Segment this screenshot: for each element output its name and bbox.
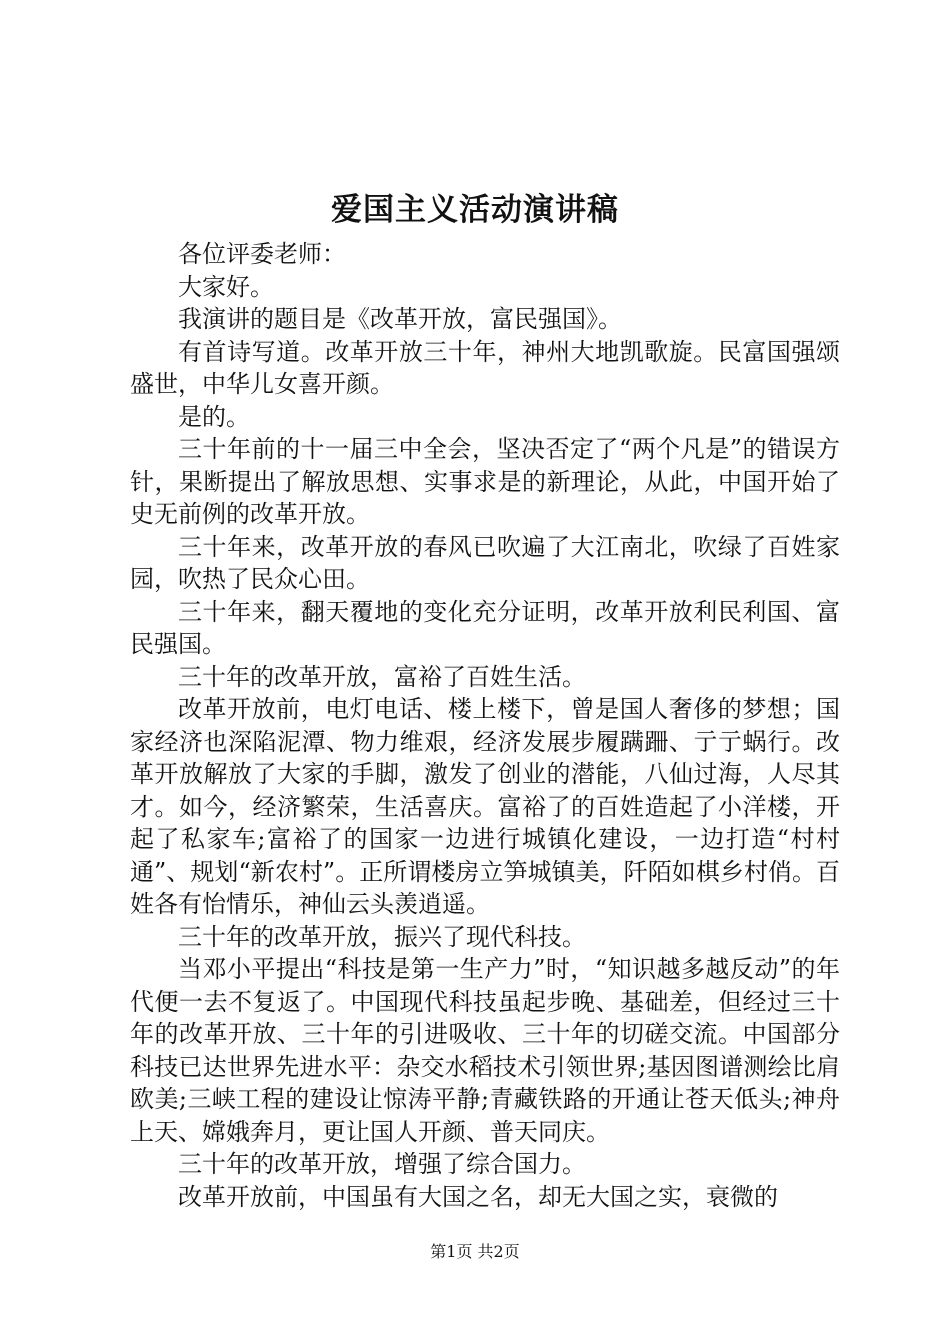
document-title: 爱国主义活动演讲稿 (331, 192, 619, 228)
paragraph-hello: 大家好。 (178, 272, 274, 301)
paragraph-spring-wind: 三十年来，改革开放的春风已吹遍了大江南北，吹绿了百姓家园，吹热了民众心田。 (130, 532, 840, 593)
paragraph-affirm: 是的。 (178, 402, 250, 431)
paragraph-poem: 有首诗写道。改革开放三十年，神州大地凯歌旋。民富国强颂盛世，中华儿女喜开颜。 (130, 337, 840, 398)
paragraph-heading-life: 三十年的改革开放，富裕了百姓生活。 (178, 662, 586, 691)
paragraph-tech: 当邓小平提出“科技是第一生产力”时，“知识越多越反动”的年代便一去不复返了。中国现代科技虽起步晚、基础差，但经过三十年的改革开放、三十年的引进吸收、三十年的切磋交流。中国部分科技已达世界先进水平：杂交水稻技术引领世界;基因图谱测绘比肩欧美;三峡工程的建设让惊涛平静;青藏铁路的开通让苍天低头;神舟上天、嫦娥奔月，更让国人开颜、普天同庆。 (130, 955, 840, 1146)
paragraph-heading-power: 三十年的改革开放，增强了综合国力。 (178, 1150, 586, 1178)
paragraph-history: 三十年前的十一届三中全会，坚决否定了“两个凡是”的错误方针，果断提出了解放思想、实事求是的新理论，从此，中国开始了史无前例的改革开放。 (130, 435, 840, 528)
document-body (130, 238, 840, 1213)
paragraph-power: 改革开放前，中国虽有大国之名，却无大国之实，衰微的 (178, 1182, 778, 1211)
paragraph-topic: 我演讲的题目是《改革开放，富民强国》。 (178, 305, 622, 333)
paragraph-life: 改革开放前，电灯电话、楼上楼下，曾是国人奢侈的梦想；国家经济也深陷泥潭、物力维艰，经济发展步履蹒跚、亍亍蜗行。改革开放解放了大家的手脚，激发了创业的潜能，八仙过海，人尽其才。如今，经济繁荣，生活喜庆。富裕了的百姓造起了小洋楼，开起了私家车;富裕了的国家一边进行城镇化建设，一边打造“村村通”、规划“新农村”。正所谓楼房立笋城镇美，阡陌如棋乡村俏。百姓各有怡情乐，神仙云头羡逍遥。 (130, 695, 840, 918)
page-footer: 第1页 共2页 (430, 1242, 520, 1261)
paragraph-greeting: 各位评委老师： (178, 240, 346, 268)
paragraph-heading-tech: 三十年的改革开放，振兴了现代科技。 (178, 922, 586, 951)
paragraph-proof: 三十年来，翻天覆地的变化充分证明，改革开放利民利国、富民强国。 (130, 597, 840, 658)
